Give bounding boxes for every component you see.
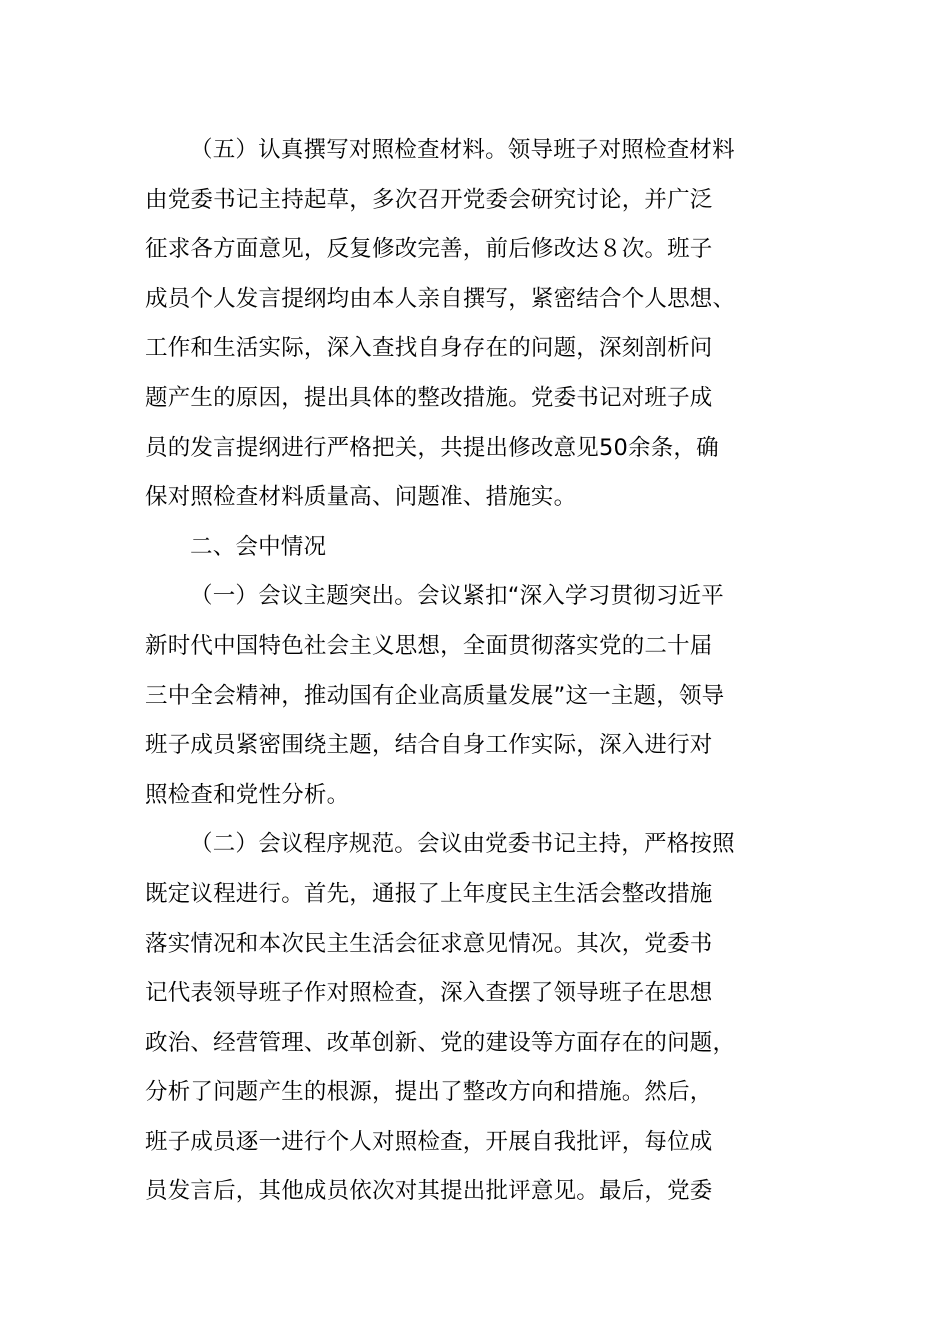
text-line: 征求各方面意见，反复修改完善，前后修改达８次。班子 — [145, 236, 713, 263]
text-line: 分析了问题产生的根源，提出了整改方向和措施。然后， — [145, 1079, 713, 1106]
text-line: 三中全会精神，推动国有企业高质量发展”这一主题，领导 — [145, 682, 725, 709]
document-body — [145, 126, 805, 1217]
text-line: 政治、经营管理、改革创新、党的建设等方面存在的问题， — [145, 1029, 736, 1056]
text-line: 记代表领导班子作对照检查，深入查摆了领导班子在思想 — [145, 980, 713, 1007]
text-line: 员的发言提纲进行严格把关，共提出修改意见50余条，确 — [145, 434, 719, 461]
text-line: 题产生的原因，提出具体的整改措施。党委书记对班子成 — [145, 384, 713, 411]
text-line: 既定议程进行。首先，通报了上年度民主生活会整改措施 — [145, 880, 713, 907]
text-line: 成员个人发言提纲均由本人亲自撰写，紧密结合个人思想、 — [145, 285, 736, 312]
text-line: 班子成员紧密围绕主题，结合自身工作实际，深入进行对 — [145, 732, 713, 759]
text-line: 新时代中国特色社会主义思想，全面贯彻落实党的二十届 — [145, 632, 713, 659]
text-line: 落实情况和本次民主生活会征求意见情况。其次，党委书 — [145, 930, 713, 957]
text-line: 工作和生活实际，深入查找自身存在的问题，深刻剖析问 — [145, 335, 713, 362]
section-heading: 二、会中情况 — [190, 533, 327, 560]
text-line: 照检查和党性分析。 — [145, 781, 350, 808]
text-line: （五）认真撰写对照检查材料。领导班子对照检查材料 — [190, 137, 735, 163]
text-line: 员发言后，其他成员依次对其提出批评意见。最后，党委 — [145, 1178, 713, 1205]
text-line: （一）会议主题突出。会议紧扣“深入学习贯彻习近平 — [190, 583, 724, 610]
text-line: 班子成员逐一进行个人对照检查，开展自我批评，每位成 — [145, 1128, 713, 1155]
text-line: （二）会议程序规范。会议由党委书记主持，严格按照 — [190, 831, 735, 858]
text-line: 由党委书记主持起草，多次召开党委会研究讨论，并广泛 — [145, 186, 713, 213]
text-line: 保对照检查材料质量高、问题准、措施实。 — [145, 484, 577, 511]
